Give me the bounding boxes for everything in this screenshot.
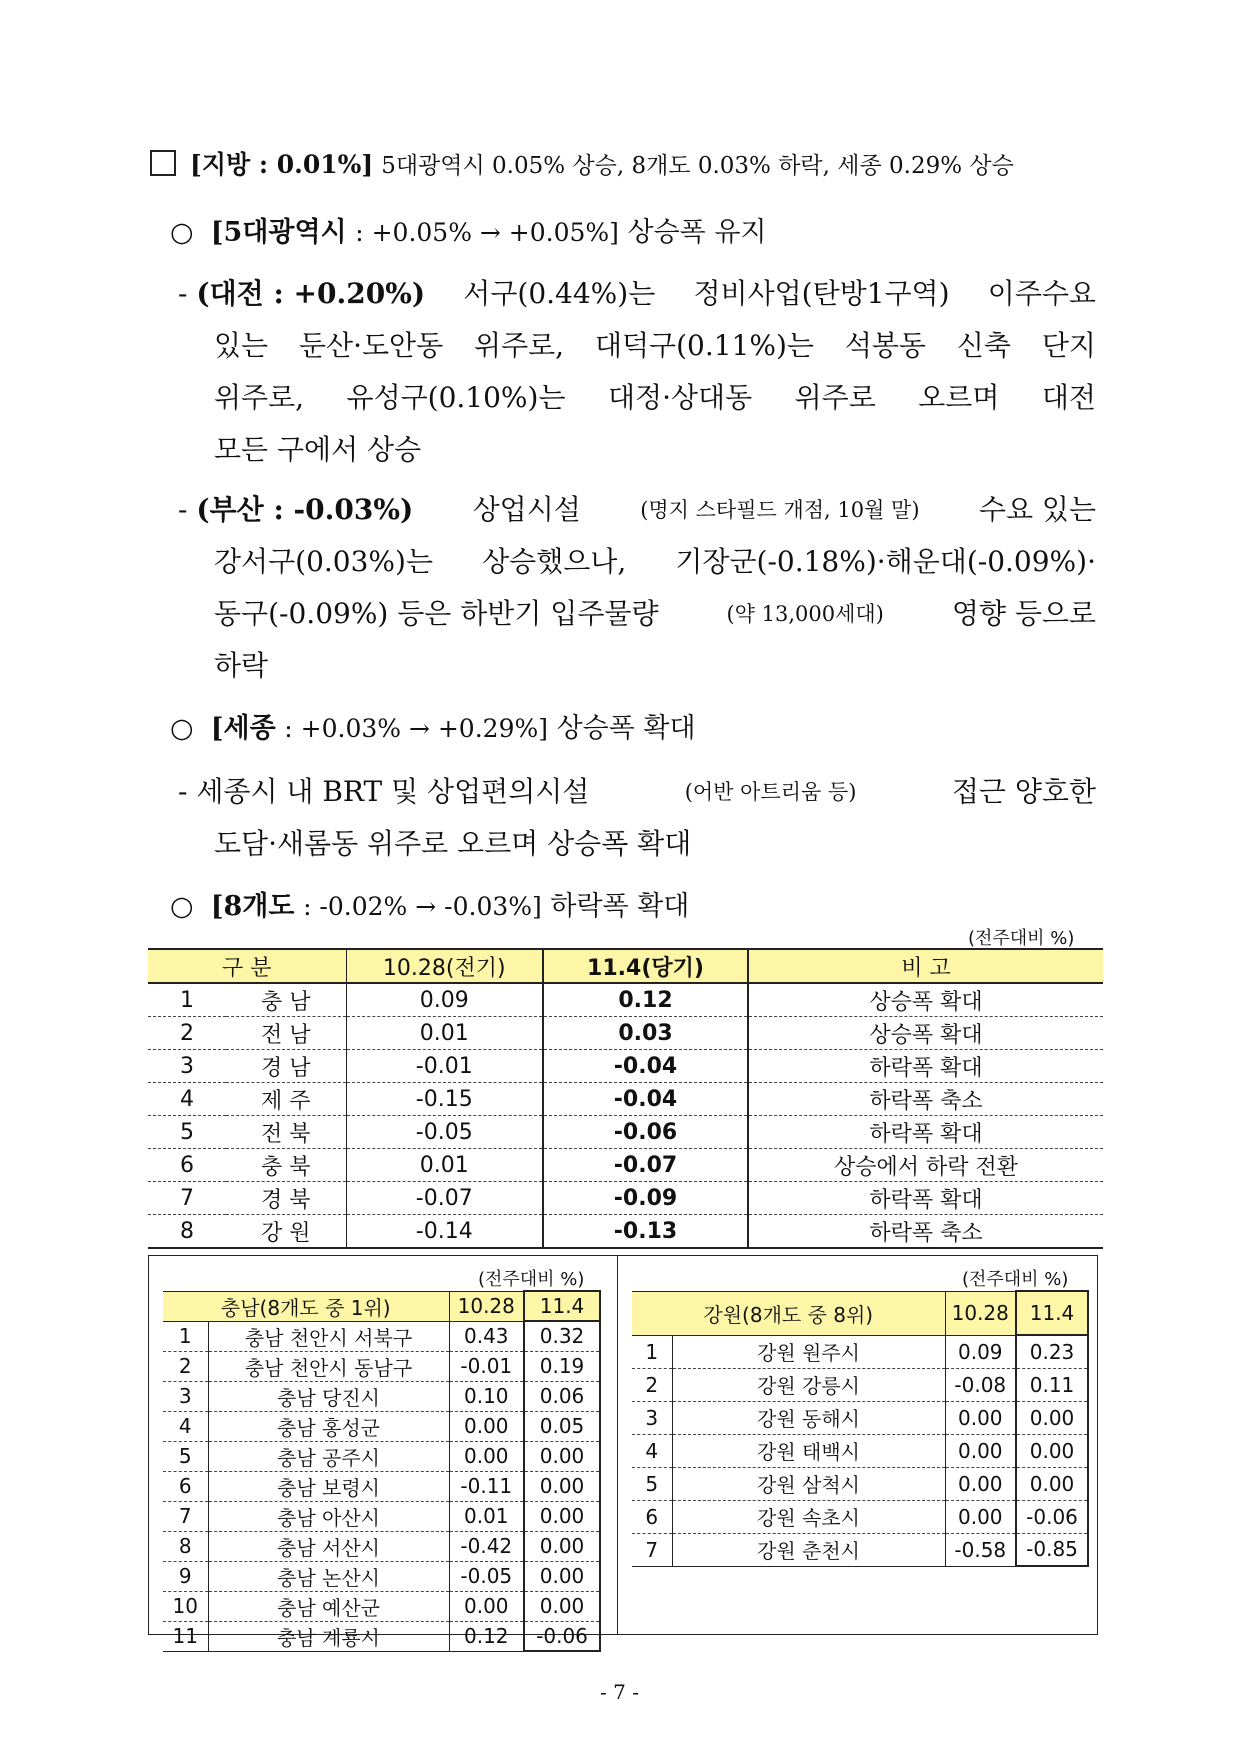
cell-prev: 0.00 [449, 1591, 524, 1621]
cell-note: 하락폭 축소 [748, 1083, 1103, 1116]
text: 상승했으나, [482, 545, 627, 578]
cell-prev: 0.09 [346, 983, 543, 1017]
cell-note: 상승에서 하락 전환 [748, 1149, 1103, 1182]
cell-cur: 0.00 [524, 1441, 600, 1471]
cell-name: 충남 보령시 [208, 1471, 449, 1501]
cell-prev: 0.01 [346, 1017, 543, 1050]
cell-rank: 1 [632, 1335, 672, 1368]
text: 강서구(0.03%)는 [214, 545, 433, 578]
circle-bullet-icon: ○ [170, 217, 211, 248]
table-row [148, 1182, 1103, 1215]
table-row [632, 1533, 1088, 1566]
cell-prev: 0.01 [449, 1501, 524, 1531]
header-prev: 10.28(전기) [346, 949, 543, 983]
cell-cur: 0.03 [543, 1017, 748, 1050]
cell-rank: 4 [632, 1434, 672, 1467]
circle-bullet-icon: ○ [170, 713, 211, 744]
table-row [163, 1321, 600, 1351]
cell-cur: -0.04 [543, 1050, 748, 1083]
chungnam-header-cur: 11.4 [524, 1291, 600, 1321]
gangwon-header-prev: 10.28 [945, 1291, 1016, 1335]
cell-prev: 0.00 [945, 1434, 1016, 1467]
cell-rank: 4 [148, 1083, 226, 1116]
table-row [632, 1368, 1088, 1401]
text: 정비사업(탄방1구역) [693, 277, 950, 310]
table-row [632, 1434, 1088, 1467]
cell-prev: -0.11 [449, 1471, 524, 1501]
cell-cur: 0.05 [524, 1411, 600, 1441]
text: 서구(0.44%)는 [463, 277, 656, 310]
text: 상업시설 [472, 493, 581, 526]
cell-region: 충 북 [226, 1149, 346, 1182]
table-row [632, 1500, 1088, 1533]
cell-cur: 0.00 [1016, 1401, 1088, 1434]
cell-prev: 0.43 [449, 1321, 524, 1351]
text: 위주로 [794, 381, 876, 414]
table-row [163, 1411, 600, 1441]
table-row [632, 1335, 1088, 1368]
header-cur: 11.4(당기) [543, 949, 748, 983]
cell-name: 충남 아산시 [208, 1501, 449, 1531]
cell-rank: 9 [163, 1561, 208, 1591]
cell-name: 충남 예산군 [208, 1591, 449, 1621]
table-row [148, 1116, 1103, 1149]
cell-cur: -0.09 [543, 1182, 748, 1215]
text: 기장군(-0.18%)·해운대(-0.09%)· [675, 545, 1096, 578]
cell-note: 하락폭 확대 [748, 1116, 1103, 1149]
provinces-subheading [170, 884, 689, 923]
sejong-label: [세종 [210, 713, 276, 744]
text: 유성구(0.10%)는 [346, 381, 566, 414]
cell-rank: 7 [163, 1501, 208, 1531]
cell-rank: 3 [148, 1050, 226, 1083]
cell-note: 하락폭 확대 [748, 1182, 1103, 1215]
checkbox-square-icon [150, 150, 176, 176]
table-row [632, 1467, 1088, 1500]
text: 대전 [1041, 381, 1096, 414]
section-heading [150, 145, 1014, 181]
cell-rank: 10 [163, 1591, 208, 1621]
table-row [148, 1215, 1103, 1249]
cell-name: 충남 천안시 동남구 [208, 1351, 449, 1381]
cell-rank: 6 [163, 1471, 208, 1501]
cell-rank: 2 [163, 1351, 208, 1381]
cell-rank: 8 [148, 1215, 226, 1249]
provinces-change: : -0.02% → -0.03%] [303, 892, 542, 921]
text: 도담·새롬동 위주로 오르며 상승폭 확대 [214, 827, 692, 860]
cell-prev: 0.00 [449, 1441, 524, 1471]
table-row [163, 1621, 600, 1651]
cell-note: 하락폭 확대 [748, 1050, 1103, 1083]
cell-note: 하락폭 축소 [748, 1215, 1103, 1249]
chungnam-header-prev: 10.28 [449, 1291, 524, 1321]
gangwon-unit: (전주대비 %) [962, 1269, 1069, 1290]
text: - 세종시 내 BRT 및 상업편의시설 [178, 775, 590, 808]
cell-cur: 0.00 [524, 1471, 600, 1501]
cell-region: 경 북 [226, 1182, 346, 1215]
cell-prev: -0.58 [945, 1533, 1016, 1566]
cell-rank: 8 [163, 1531, 208, 1561]
provinces-desc: 하락폭 확대 [550, 891, 690, 922]
cell-rank: 5 [632, 1467, 672, 1500]
table-row [163, 1441, 600, 1471]
cell-prev: 0.00 [945, 1500, 1016, 1533]
cell-region: 충 남 [226, 983, 346, 1017]
heading-text: 5대광역시 0.05% 상승, 8개도 0.03% 하락, 세종 0.29% 상승 [381, 153, 1014, 179]
text: 위주로, [474, 329, 565, 362]
table-row [148, 1050, 1103, 1083]
cell-cur: 0.00 [524, 1561, 600, 1591]
cell-cur: 0.00 [1016, 1467, 1088, 1500]
cell-prev: 0.10 [449, 1381, 524, 1411]
cell-prev: 0.01 [346, 1149, 543, 1182]
cell-cur: -0.06 [543, 1116, 748, 1149]
text: 동구(-0.09%) 등은 하반기 입주물량 [214, 597, 659, 630]
text: 있는 [214, 329, 269, 362]
cell-prev: -0.07 [346, 1182, 543, 1215]
table-row [148, 1017, 1103, 1050]
text: (어반 아트리움 등) [684, 780, 857, 804]
cell-name: 충남 공주시 [208, 1441, 449, 1471]
cell-name: 강원 강릉시 [672, 1368, 945, 1401]
cell-prev: -0.05 [449, 1561, 524, 1591]
text: 대덕구(0.11%)는 [594, 329, 814, 362]
text: 위주로, [214, 381, 305, 414]
cell-name: 충남 계룡시 [208, 1621, 449, 1651]
page-number: - 7 - [600, 1680, 639, 1704]
cell-rank: 7 [148, 1182, 226, 1215]
cell-cur: -0.06 [1016, 1500, 1088, 1533]
metro-subheading [170, 210, 767, 249]
cell-cur: 0.19 [524, 1351, 600, 1381]
daejeon-paragraph: - (대전 : +0.20%) 서구(0.44%)는 정비사업(탄방1구역) 이주수요 있는 둔산·도안동 위주로, 대덕구(0.11%)는 석봉동 신축 단지 위주로, 유성구(0.10%)는 대정·상대동 위주로 오르며 대전 모든 구에서 상승 [178, 268, 1096, 476]
cell-cur: 0.00 [1016, 1434, 1088, 1467]
text: 대정·상대동 [607, 381, 753, 414]
cell-prev: -0.05 [346, 1116, 543, 1149]
sejong-change: : +0.03% → +0.29%] [284, 714, 548, 743]
text: 접근 양호한 [951, 775, 1096, 808]
table-row [163, 1501, 600, 1531]
cell-name: 강원 춘천시 [672, 1533, 945, 1566]
cell-cur: 0.00 [524, 1591, 600, 1621]
cell-rank: 6 [632, 1500, 672, 1533]
cell-rank: 7 [632, 1533, 672, 1566]
gangwon-header-cur: 11.4 [1016, 1291, 1088, 1335]
text: 석봉동 [844, 329, 926, 362]
cell-name: 강원 삼척시 [672, 1467, 945, 1500]
cell-rank: 1 [148, 983, 226, 1017]
text: (명지 스타필드 개점, 10월 말) [640, 498, 920, 522]
table-row [163, 1471, 600, 1501]
text: 영향 등으로 [951, 597, 1096, 630]
text: (약 13,000세대) [726, 602, 884, 626]
daejeon-label: (대전 : +0.20%) [196, 277, 426, 310]
cell-rank: 5 [163, 1441, 208, 1471]
cell-prev: 0.00 [945, 1467, 1016, 1500]
metro-label: [5대광역시 [210, 217, 347, 248]
text: 단지 [1041, 329, 1096, 362]
chungnam-header-name: 충남(8개도 중 1위) [163, 1291, 449, 1321]
cell-rank: 4 [163, 1411, 208, 1441]
provinces-label: [8개도 [210, 891, 295, 922]
cell-cur: 0.11 [1016, 1368, 1088, 1401]
text: 오르며 [918, 381, 1000, 414]
cell-region: 전 북 [226, 1116, 346, 1149]
cell-region: 강 원 [226, 1215, 346, 1249]
cell-name: 충남 논산시 [208, 1561, 449, 1591]
sejong-desc: 상승폭 확대 [556, 713, 696, 744]
text: 이주수요 [987, 277, 1096, 310]
cell-prev: 0.12 [449, 1621, 524, 1651]
chungnam-table [163, 1290, 601, 1652]
cell-cur: 0.06 [524, 1381, 600, 1411]
chungnam-unit: (전주대비 %) [478, 1269, 585, 1290]
cell-prev: 0.00 [449, 1411, 524, 1441]
table-row [163, 1351, 600, 1381]
cell-prev: 0.00 [945, 1401, 1016, 1434]
cell-region: 제 주 [226, 1083, 346, 1116]
cell-cur: -0.07 [543, 1149, 748, 1182]
cell-name: 강원 태백시 [672, 1434, 945, 1467]
cell-rank: 5 [148, 1116, 226, 1149]
cell-name: 충남 홍성군 [208, 1411, 449, 1441]
cell-name: 강원 동해시 [672, 1401, 945, 1434]
main-table-unit: (전주대비 %) [968, 928, 1075, 949]
table-row [163, 1531, 600, 1561]
text: 둔산·도안동 [298, 329, 444, 362]
metro-desc: 상승폭 유지 [627, 217, 767, 248]
gangwon-table [632, 1290, 1089, 1567]
cell-prev: 0.09 [945, 1335, 1016, 1368]
cell-prev: -0.01 [449, 1351, 524, 1381]
cell-name: 강원 속초시 [672, 1500, 945, 1533]
cell-cur: 0.00 [524, 1501, 600, 1531]
table-row [163, 1561, 600, 1591]
busan-label: (부산 : -0.03%) [196, 493, 414, 526]
cell-cur: 0.00 [524, 1531, 600, 1561]
cell-name: 충남 천안시 서북구 [208, 1321, 449, 1351]
cell-prev: -0.15 [346, 1083, 543, 1116]
cell-region: 경 남 [226, 1050, 346, 1083]
cell-cur: 0.12 [543, 983, 748, 1017]
sub-tables-divider [617, 1255, 618, 1635]
cell-rank: 2 [632, 1368, 672, 1401]
cell-cur: -0.13 [543, 1215, 748, 1249]
table-row [163, 1381, 600, 1411]
table-row [148, 983, 1103, 1017]
table-row [163, 1591, 600, 1621]
text: 수요 있는 [978, 493, 1096, 526]
cell-cur: 0.32 [524, 1321, 600, 1351]
busan-paragraph: - (부산 : -0.03%) 상업시설 (명지 스타필드 개점, 10월 말) 수요 있는 강서구(0.03%)는 상승했으나, 기장군(-0.18%)·해운대(-0.09%)· 동구(-0.09%) 등은 하반기 입주물량 (약 13,000세대) 영향 등으로 하락 [178, 484, 1096, 692]
cell-cur: -0.06 [524, 1621, 600, 1651]
cell-rank: 3 [163, 1381, 208, 1411]
cell-rank: 6 [148, 1149, 226, 1182]
circle-bullet-icon: ○ [170, 891, 211, 922]
cell-rank: 11 [163, 1621, 208, 1651]
text: 하락 [214, 649, 269, 682]
cell-name: 충남 당진시 [208, 1381, 449, 1411]
cell-note: 상승폭 확대 [748, 1017, 1103, 1050]
cell-rank: 3 [632, 1401, 672, 1434]
cell-note: 상승폭 확대 [748, 983, 1103, 1017]
sejong-paragraph [178, 766, 1096, 870]
cell-prev: -0.08 [945, 1368, 1016, 1401]
sejong-subheading [170, 706, 696, 745]
heading-label: [지방 : 0.01%] [190, 150, 374, 179]
table-row [148, 1149, 1103, 1182]
cell-name: 충남 서산시 [208, 1531, 449, 1561]
cell-region: 전 남 [226, 1017, 346, 1050]
cell-prev: -0.14 [346, 1215, 543, 1249]
cell-name: 강원 원주시 [672, 1335, 945, 1368]
cell-rank: 2 [148, 1017, 226, 1050]
table-row [632, 1401, 1088, 1434]
cell-prev: -0.01 [346, 1050, 543, 1083]
text: 모든 구에서 상승 [214, 433, 422, 466]
header-note: 비 고 [748, 949, 1103, 983]
cell-prev: -0.42 [449, 1531, 524, 1561]
table-row [148, 1083, 1103, 1116]
cell-cur: -0.04 [543, 1083, 748, 1116]
metro-change: : +0.05% → +0.05%] [355, 218, 619, 247]
gangwon-header-name: 강원(8개도 중 8위) [632, 1291, 945, 1335]
cell-rank: 1 [163, 1321, 208, 1351]
header-category: 구 분 [148, 949, 346, 983]
province-table [148, 948, 1103, 1249]
cell-cur: -0.85 [1016, 1533, 1088, 1566]
cell-cur: 0.23 [1016, 1335, 1088, 1368]
text: 신축 [956, 329, 1011, 362]
